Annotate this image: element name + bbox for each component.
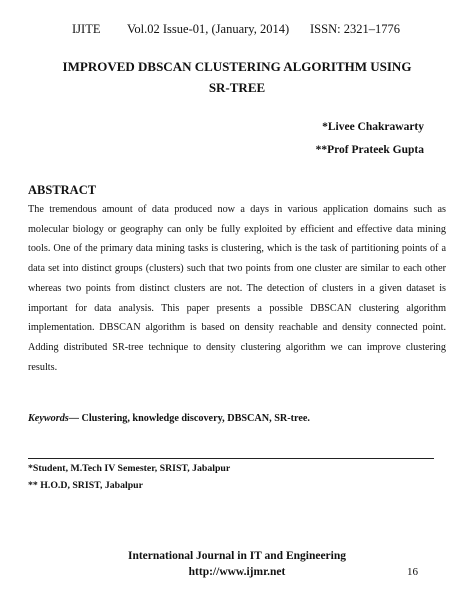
footnote-divider xyxy=(28,458,434,459)
title-line-1: IMPROVED DBSCAN CLUSTERING ALGORITHM USING xyxy=(62,59,412,74)
affiliation-2: ** H.O.D, SRIST, Jabalpur xyxy=(28,480,143,491)
keywords-text: Clustering, knowledge discovery, DBSCAN, SR-tree. xyxy=(81,413,310,424)
title-line-2: SR-TREE xyxy=(208,80,266,95)
journal-footer xyxy=(0,548,474,580)
keywords-line xyxy=(28,413,446,424)
volume-issue: Vol.02 Issue-01, (January, 2014) xyxy=(127,22,290,36)
abstract-text: The tremendous amount of data produced now a days in various application domains such as molecular biology or geography can only be fully exploited by efficient and effective data mining tools. One of the primary data mining tasks is clustering, which is the task of partitioning points of a data set into distinct groups (clusters) such that two points from one cluster are similar to each other whereas two points from distinct clusters are not. The detection of clusters in a given dataset is important for data analysis. This paper presents a possible DBSCAN clustering algorithm implementation. DBSCAN algorithm is based on density reachable and density connected point. Adding distributed SR-tree technique to density clustering algorithm we can improve clustering results. xyxy=(28,204,446,373)
footer-journal-name: International Journal in IT and Engineering xyxy=(127,550,347,562)
keywords-dash: — xyxy=(68,413,82,424)
author-2: **Prof Prateek Gupta xyxy=(315,144,424,156)
abstract-heading: ABSTRACT xyxy=(28,183,97,197)
paper-title xyxy=(20,56,454,98)
author-list xyxy=(316,116,424,162)
issn: ISSN: 2321–1776 xyxy=(310,22,400,36)
page-number: 16 xyxy=(407,566,418,578)
journal-abbrev: IJITE xyxy=(72,22,101,36)
affiliation-1: *Student, M.Tech IV Semester, SRIST, Jabalpur xyxy=(28,463,231,474)
footer-url: http://www.ijmr.net xyxy=(188,566,286,578)
author-1: *Livee Chakrawarty xyxy=(322,121,424,133)
keywords-label: Keywords xyxy=(28,413,69,424)
